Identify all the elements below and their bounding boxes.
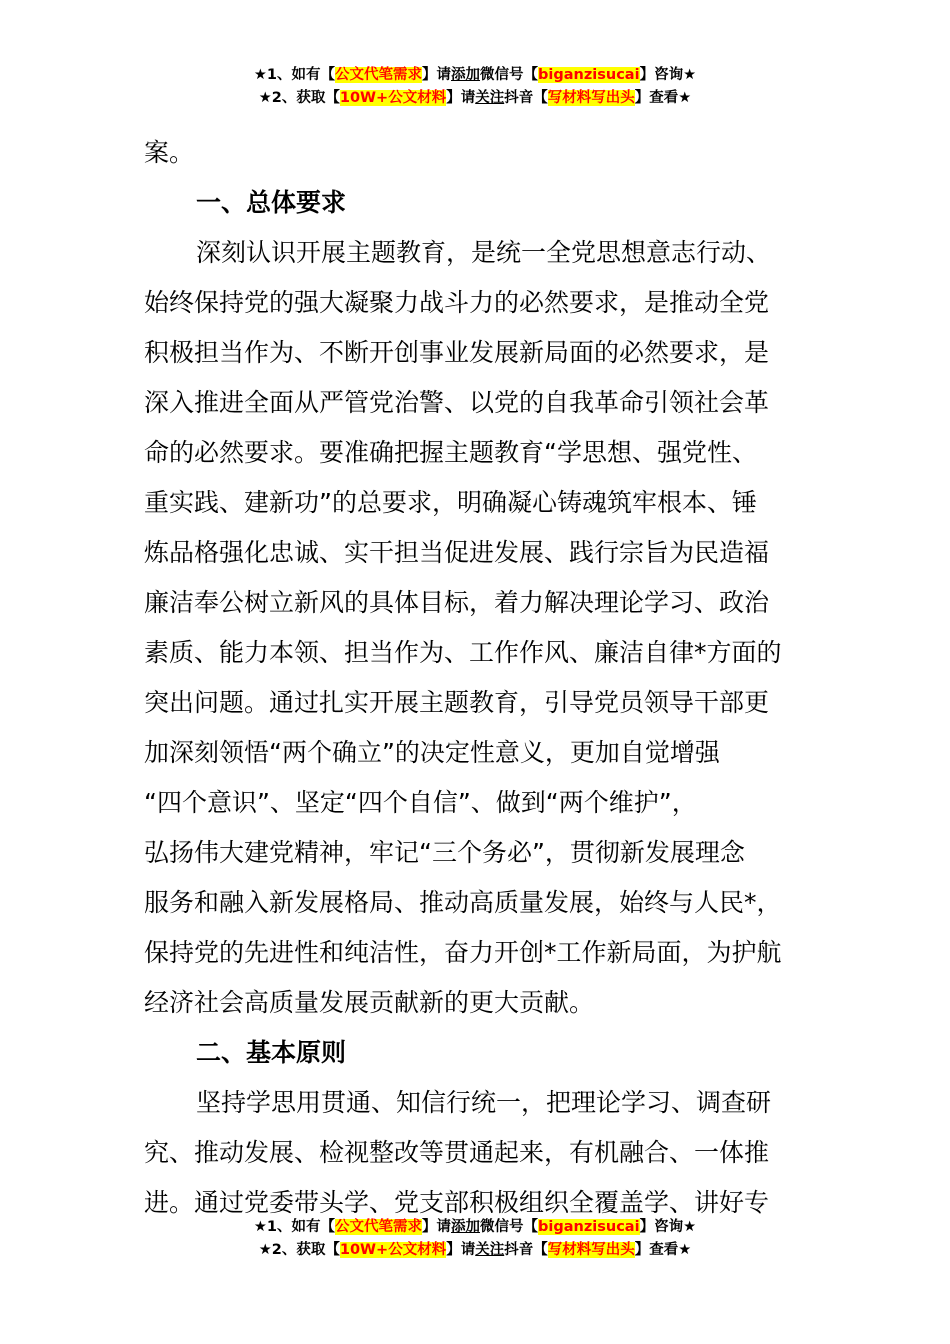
text-line: 经济社会高质量发展贡献新的更大贡献。 [144, 988, 595, 1017]
text-line: “四个意识”、坚定“四个自信”、做到“两个维护”， [144, 788, 697, 817]
highlight-service: 公文代笔需求 [335, 1219, 423, 1235]
text-line: 加深刻领悟“两个确立”的决定性意义，更加自觉增强 [144, 738, 720, 767]
highlight-materials: 10W+公文材料 [339, 90, 447, 106]
text-line: 究、推动发展、检视整改等贯通起来，有机融合、一体推 [144, 1138, 770, 1167]
text-line: 案。 [144, 138, 195, 167]
text-line: 始终保持党的强大凝聚力战斗力的必然要求，是推动全党 [144, 288, 770, 317]
highlight-materials: 10W+公文材料 [339, 1242, 447, 1258]
highlight-douyin: 写材料写出头 [547, 1242, 635, 1258]
text-line: 积极担当作为、不断开创事业发展新局面的必然要求，是 [144, 338, 770, 367]
highlight-wechat-id: biganzisucai [538, 67, 640, 83]
text-line: 重实践、建新功”的总要求，明确凝心铸魂筑牢根本、锤 [144, 488, 757, 517]
banner-line-1: ★1、如有【公文代笔需求】请添加微信号【biganzisucai】咨询★ [253, 1219, 697, 1235]
text-line: 突出问题。通过扎实开展主题教育，引导党员领导干部更 [144, 688, 770, 717]
highlight-service: 公文代笔需求 [335, 67, 423, 83]
text-line: 服务和融入新发展格局、推动高质量发展，始终与人民*， [144, 888, 782, 917]
text-line: 命的必然要求。要准确把握主题教育“学思想、强党性、 [144, 438, 757, 467]
text-line: 保持党的先进性和纯洁性，奋力开创*工作新局面，为护航 [144, 938, 782, 967]
highlight-wechat-id: biganzisucai [538, 1219, 640, 1235]
banner-line-2: ★2、获取【10W+公文材料】请关注抖音【写材料写出头】查看★ [258, 1242, 692, 1258]
section-heading-1: 一、总体要求 [196, 188, 347, 217]
text-line: 素质、能力本领、担当作为、工作作风、廉洁自律*方面的 [144, 638, 782, 667]
text-line: 炼品格强化忠诚、实干担当促进发展、践行宗旨为民造福 [144, 538, 770, 567]
section-heading-2: 二、基本原则 [196, 1038, 347, 1067]
text-line: 廉洁奉公树立新风的具体目标，着力解决理论学习、政治 [144, 588, 770, 617]
top-banner [0, 64, 950, 110]
banner-line-2: ★2、获取【10W+公文材料】请关注抖音【写材料写出头】查看★ [258, 90, 692, 106]
highlight-douyin: 写材料写出头 [547, 90, 635, 106]
text-line: 弘扬伟大建党精神，牢记“三个务必”，贯彻新发展理念 [144, 838, 745, 867]
document-body [144, 128, 810, 1228]
paragraph-start: 坚持学思用贯通、知信行统一，把理论学习、调查研 [196, 1088, 772, 1117]
text-line: 进。通过党委带头学、党支部积极组织全覆盖学、讲好专 [144, 1188, 770, 1217]
bottom-banner [0, 1216, 950, 1262]
text-line: 深入推进全面从严管党治警、以党的自我革命引领社会革 [144, 388, 770, 417]
paragraph-start: 深刻认识开展主题教育，是统一全党思想意志行动、 [196, 238, 772, 267]
banner-line-1: ★1、如有【公文代笔需求】请添加微信号【biganzisucai】咨询★ [253, 67, 697, 83]
